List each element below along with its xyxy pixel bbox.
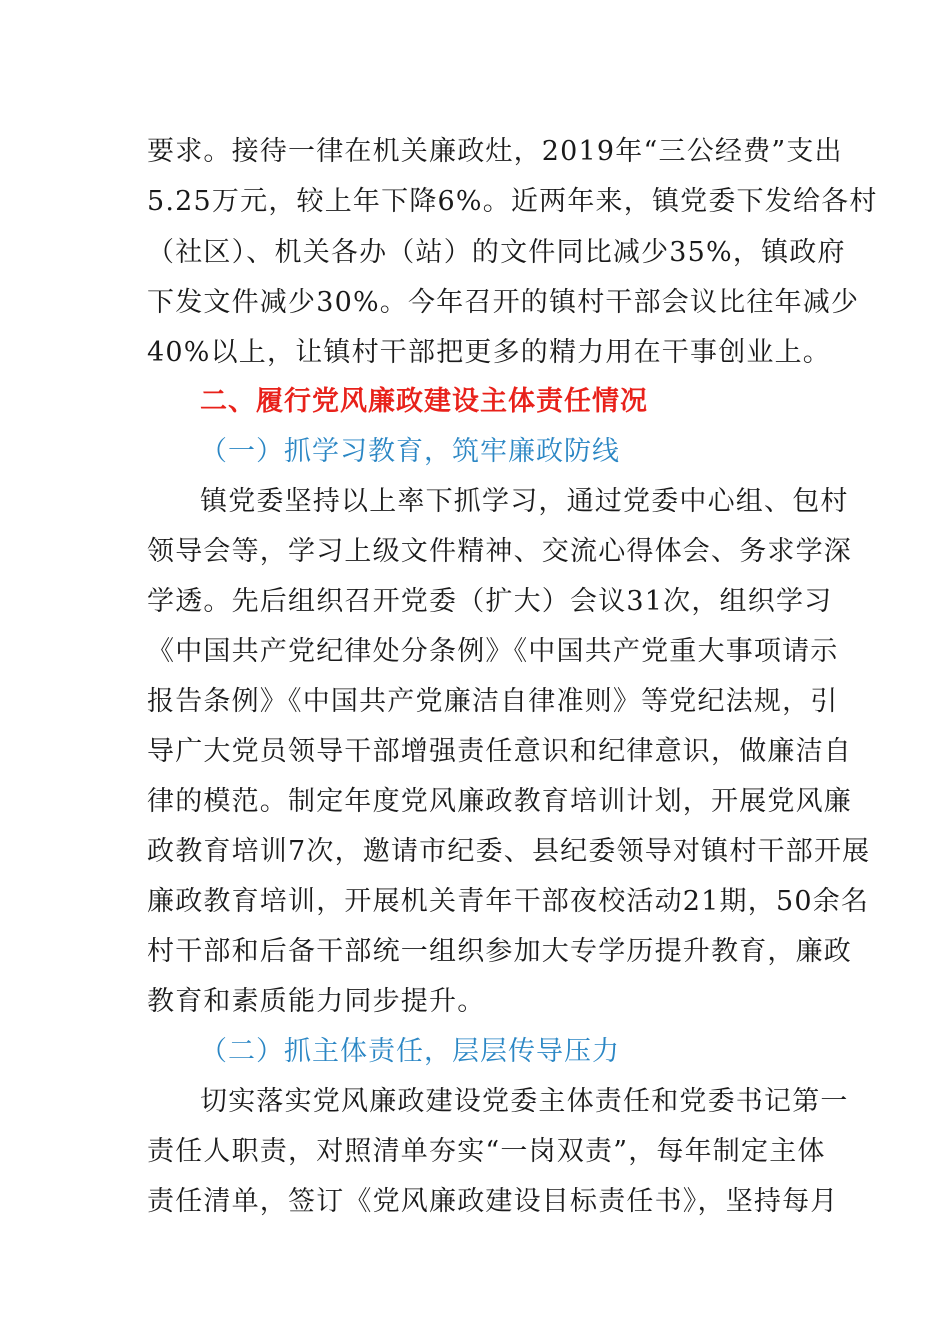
body-line: 律的模范。制定年度党风廉政教育培训计划，开展党风廉 <box>147 786 852 817</box>
subsection-heading: （一）抓学习教育，筑牢廉政防线 <box>200 436 620 467</box>
body-line: （社区）、机关各办（站）的文件同比减少35%，镇政府 <box>147 237 846 268</box>
body-line: 责任清单，签订《党风廉政建设目标责任书》，坚持每月 <box>147 1186 839 1217</box>
body-line: 要求。接待一律在机关廉政灶，2019年“三公经费”支出 <box>147 136 843 167</box>
body-line: 报告条例》《中国共产党廉洁自律准则》等党纪法规，引 <box>147 686 839 717</box>
body-line: 学透。先后组织召开党委（扩大）会议31次，组织学习 <box>147 586 833 617</box>
body-line: 领导会等，学习上级文件精神、交流心得体会、务求学深 <box>147 536 852 567</box>
body-line: 政教育培训7次，邀请市纪委、县纪委领导对镇村干部开展 <box>147 836 871 867</box>
body-line: 40%以上，让镇村干部把更多的精力用在干事创业上。 <box>147 337 832 368</box>
body-line: 下发文件减少30%。今年召开的镇村干部会议比往年减少 <box>147 287 860 318</box>
body-line: 导广大党员领导干部增强责任意识和纪律意识，做廉洁自 <box>147 736 852 767</box>
body-line: 切实落实党风廉政建设党委主体责任和党委书记第一 <box>200 1086 849 1117</box>
body-line: 责任人职责，对照清单夯实“一岗双责”，每年制定主体 <box>147 1136 826 1167</box>
body-line: 5.25万元，较上年下降6%。近两年来，镇党委下发给各村 <box>147 186 878 217</box>
body-line: 《中国共产党纪律处分条例》《中国共产党重大事项请示 <box>147 636 839 667</box>
body-line: 镇党委坚持以上率下抓学习，通过党委中心组、包村 <box>200 486 849 517</box>
body-line: 廉政教育培训，开展机关青年干部夜校活动21期，50余名 <box>147 886 870 917</box>
body-line: 村干部和后备干部统一组织参加大专学历提升教育，廉政 <box>147 936 852 967</box>
section-heading: 二、履行党风廉政建设主体责任情况 <box>200 386 648 417</box>
subsection-heading: （二）抓主体责任，层层传导压力 <box>200 1036 620 1067</box>
body-line: 教育和素质能力同步提升。 <box>147 986 486 1017</box>
